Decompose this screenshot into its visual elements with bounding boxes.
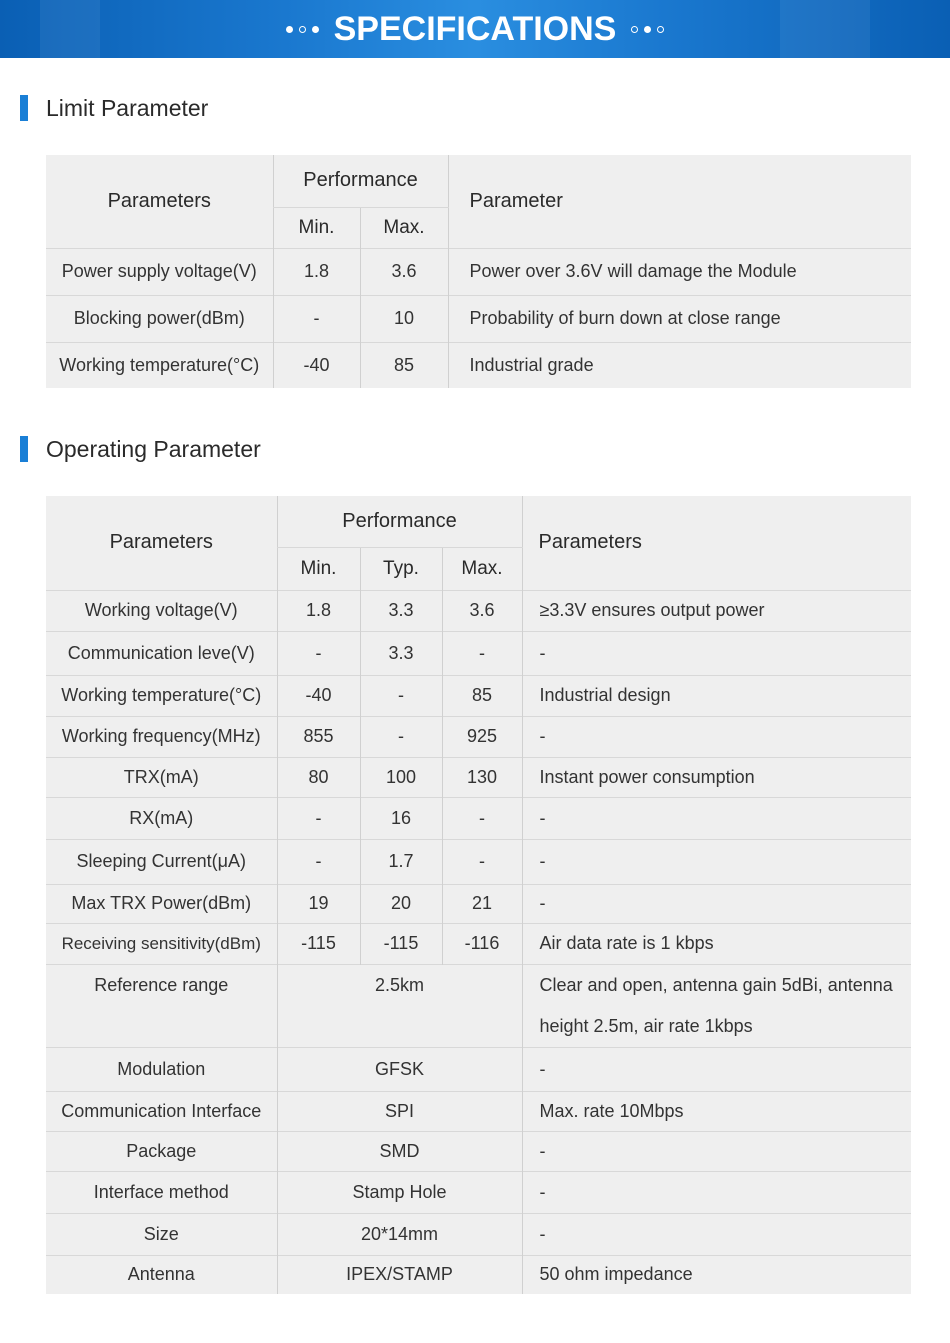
header-max: Max.: [360, 207, 448, 248]
param-name: Size: [46, 1213, 277, 1255]
merged-value: 2.5km: [277, 964, 522, 1047]
param-note: -: [522, 797, 911, 839]
param-name: Package: [46, 1131, 277, 1171]
operating-parameter-table: [46, 496, 911, 1294]
param-note: Air data rate is 1 kbps: [522, 923, 911, 964]
max-value: -116: [442, 923, 522, 964]
table-row: [46, 884, 911, 923]
typ-value: -: [360, 716, 442, 757]
banner-dots-right: [628, 26, 667, 33]
table-row: [46, 1091, 911, 1131]
param-note: [522, 964, 911, 1047]
param-note: Industrial design: [522, 675, 911, 716]
header-parameters-note: Parameters: [522, 496, 911, 590]
table-row: [46, 923, 911, 964]
param-name: Antenna: [46, 1255, 277, 1294]
param-note: -: [522, 839, 911, 884]
header-min: Min.: [277, 547, 360, 590]
specifications-banner: [0, 0, 950, 58]
typ-value: -115: [360, 923, 442, 964]
operating-section-heading: [20, 436, 261, 462]
section-marker: [20, 436, 28, 462]
max-value: 85: [442, 675, 522, 716]
param-note-line: height 2.5m, air rate 1kbps: [539, 1015, 753, 1036]
max-value: -: [442, 631, 522, 675]
param-name: Max TRX Power(dBm): [46, 884, 277, 923]
min-value: 1.8: [273, 248, 360, 295]
param-name: Working temperature(°C): [46, 342, 273, 388]
param-note: Probability of burn down at close range: [448, 295, 911, 342]
param-note: -: [522, 1047, 911, 1091]
param-note: -: [522, 1171, 911, 1213]
merged-value: GFSK: [277, 1047, 522, 1091]
param-name: Blocking power(dBm): [46, 295, 273, 342]
typ-value: 1.7: [360, 839, 442, 884]
typ-value: 16: [360, 797, 442, 839]
min-value: 80: [277, 757, 360, 797]
header-parameters: Parameters: [46, 496, 277, 590]
max-value: 85: [360, 342, 448, 388]
param-name: RX(mA): [46, 797, 277, 839]
param-note: Instant power consumption: [522, 757, 911, 797]
min-value: -: [273, 295, 360, 342]
param-note: 50 ohm impedance: [522, 1255, 911, 1294]
param-name: Interface method: [46, 1171, 277, 1213]
min-value: -115: [277, 923, 360, 964]
param-note: Power over 3.6V will damage the Module: [448, 248, 911, 295]
param-note: Industrial grade: [448, 342, 911, 388]
merged-value: IPEX/STAMP: [277, 1255, 522, 1294]
typ-value: -: [360, 675, 442, 716]
banner-title: SPECIFICATIONS: [333, 10, 617, 48]
table-row: [46, 1255, 911, 1294]
table-row: [46, 631, 911, 675]
limit-section-heading: [20, 95, 208, 121]
param-note: -: [522, 1131, 911, 1171]
table-row: [46, 248, 911, 295]
param-name: Sleeping Current(μA): [46, 839, 277, 884]
max-value: 21: [442, 884, 522, 923]
param-note: -: [522, 1213, 911, 1255]
table-row: [46, 1131, 911, 1171]
param-name: Working voltage(V): [46, 590, 277, 631]
typ-value: 3.3: [360, 631, 442, 675]
param-note: -: [522, 631, 911, 675]
max-value: 3.6: [360, 248, 448, 295]
max-value: 130: [442, 757, 522, 797]
param-name: Working frequency(MHz): [46, 716, 277, 757]
param-note: Max. rate 10Mbps: [522, 1091, 911, 1131]
banner-dots-left: [283, 26, 322, 33]
param-note: -: [522, 884, 911, 923]
min-value: 1.8: [277, 590, 360, 631]
table-row: [46, 1213, 911, 1255]
table-row: [46, 797, 911, 839]
merged-value: Stamp Hole: [277, 1171, 522, 1213]
header-parameters: Parameters: [46, 155, 273, 248]
param-name: Working temperature(°C): [46, 675, 277, 716]
param-note-line: Clear and open, antenna gain 5dBi, antenna: [539, 974, 893, 995]
typ-value: 3.3: [360, 590, 442, 631]
min-value: 19: [277, 884, 360, 923]
param-name: Communication Interface: [46, 1091, 277, 1131]
limit-section-title: Limit Parameter: [46, 94, 209, 121]
param-name: Power supply voltage(V): [46, 248, 273, 295]
param-name: TRX(mA): [46, 757, 277, 797]
max-value: -: [442, 839, 522, 884]
header-min: Min.: [273, 207, 360, 248]
merged-value: SPI: [277, 1091, 522, 1131]
min-value: -: [277, 797, 360, 839]
operating-section-title: Operating Parameter: [46, 435, 261, 462]
table-row: [46, 964, 911, 1047]
limit-parameter-table: [46, 155, 911, 388]
min-value: -: [277, 631, 360, 675]
table-row: [46, 295, 911, 342]
table-row: [46, 839, 911, 884]
table-row: [46, 342, 911, 388]
merged-value: 20*14mm: [277, 1213, 522, 1255]
param-name: Modulation: [46, 1047, 277, 1091]
max-value: 10: [360, 295, 448, 342]
table-row: [46, 757, 911, 797]
min-value: -: [277, 839, 360, 884]
table-row: [46, 716, 911, 757]
param-name: Receiving sensitivity(dBm): [46, 923, 277, 964]
header-parameter-note: Parameter: [448, 155, 911, 248]
table-row: [46, 1047, 911, 1091]
section-marker: [20, 95, 28, 121]
typ-value: 20: [360, 884, 442, 923]
table-row: [46, 1171, 911, 1213]
merged-value: SMD: [277, 1131, 522, 1171]
param-note: -: [522, 716, 911, 757]
table-row: [46, 590, 911, 631]
max-value: 3.6: [442, 590, 522, 631]
param-name: Reference range: [46, 964, 277, 1047]
header-performance: Performance: [273, 155, 448, 207]
min-value: -40: [277, 675, 360, 716]
typ-value: 100: [360, 757, 442, 797]
param-note: ≥3.3V ensures output power: [522, 590, 911, 631]
min-value: -40: [273, 342, 360, 388]
param-name: Communication leve(V): [46, 631, 277, 675]
table-row: [46, 675, 911, 716]
max-value: -: [442, 797, 522, 839]
max-value: 925: [442, 716, 522, 757]
header-performance: Performance: [277, 496, 522, 547]
min-value: 855: [277, 716, 360, 757]
header-max: Max.: [442, 547, 522, 590]
header-typ: Typ.: [360, 547, 442, 590]
